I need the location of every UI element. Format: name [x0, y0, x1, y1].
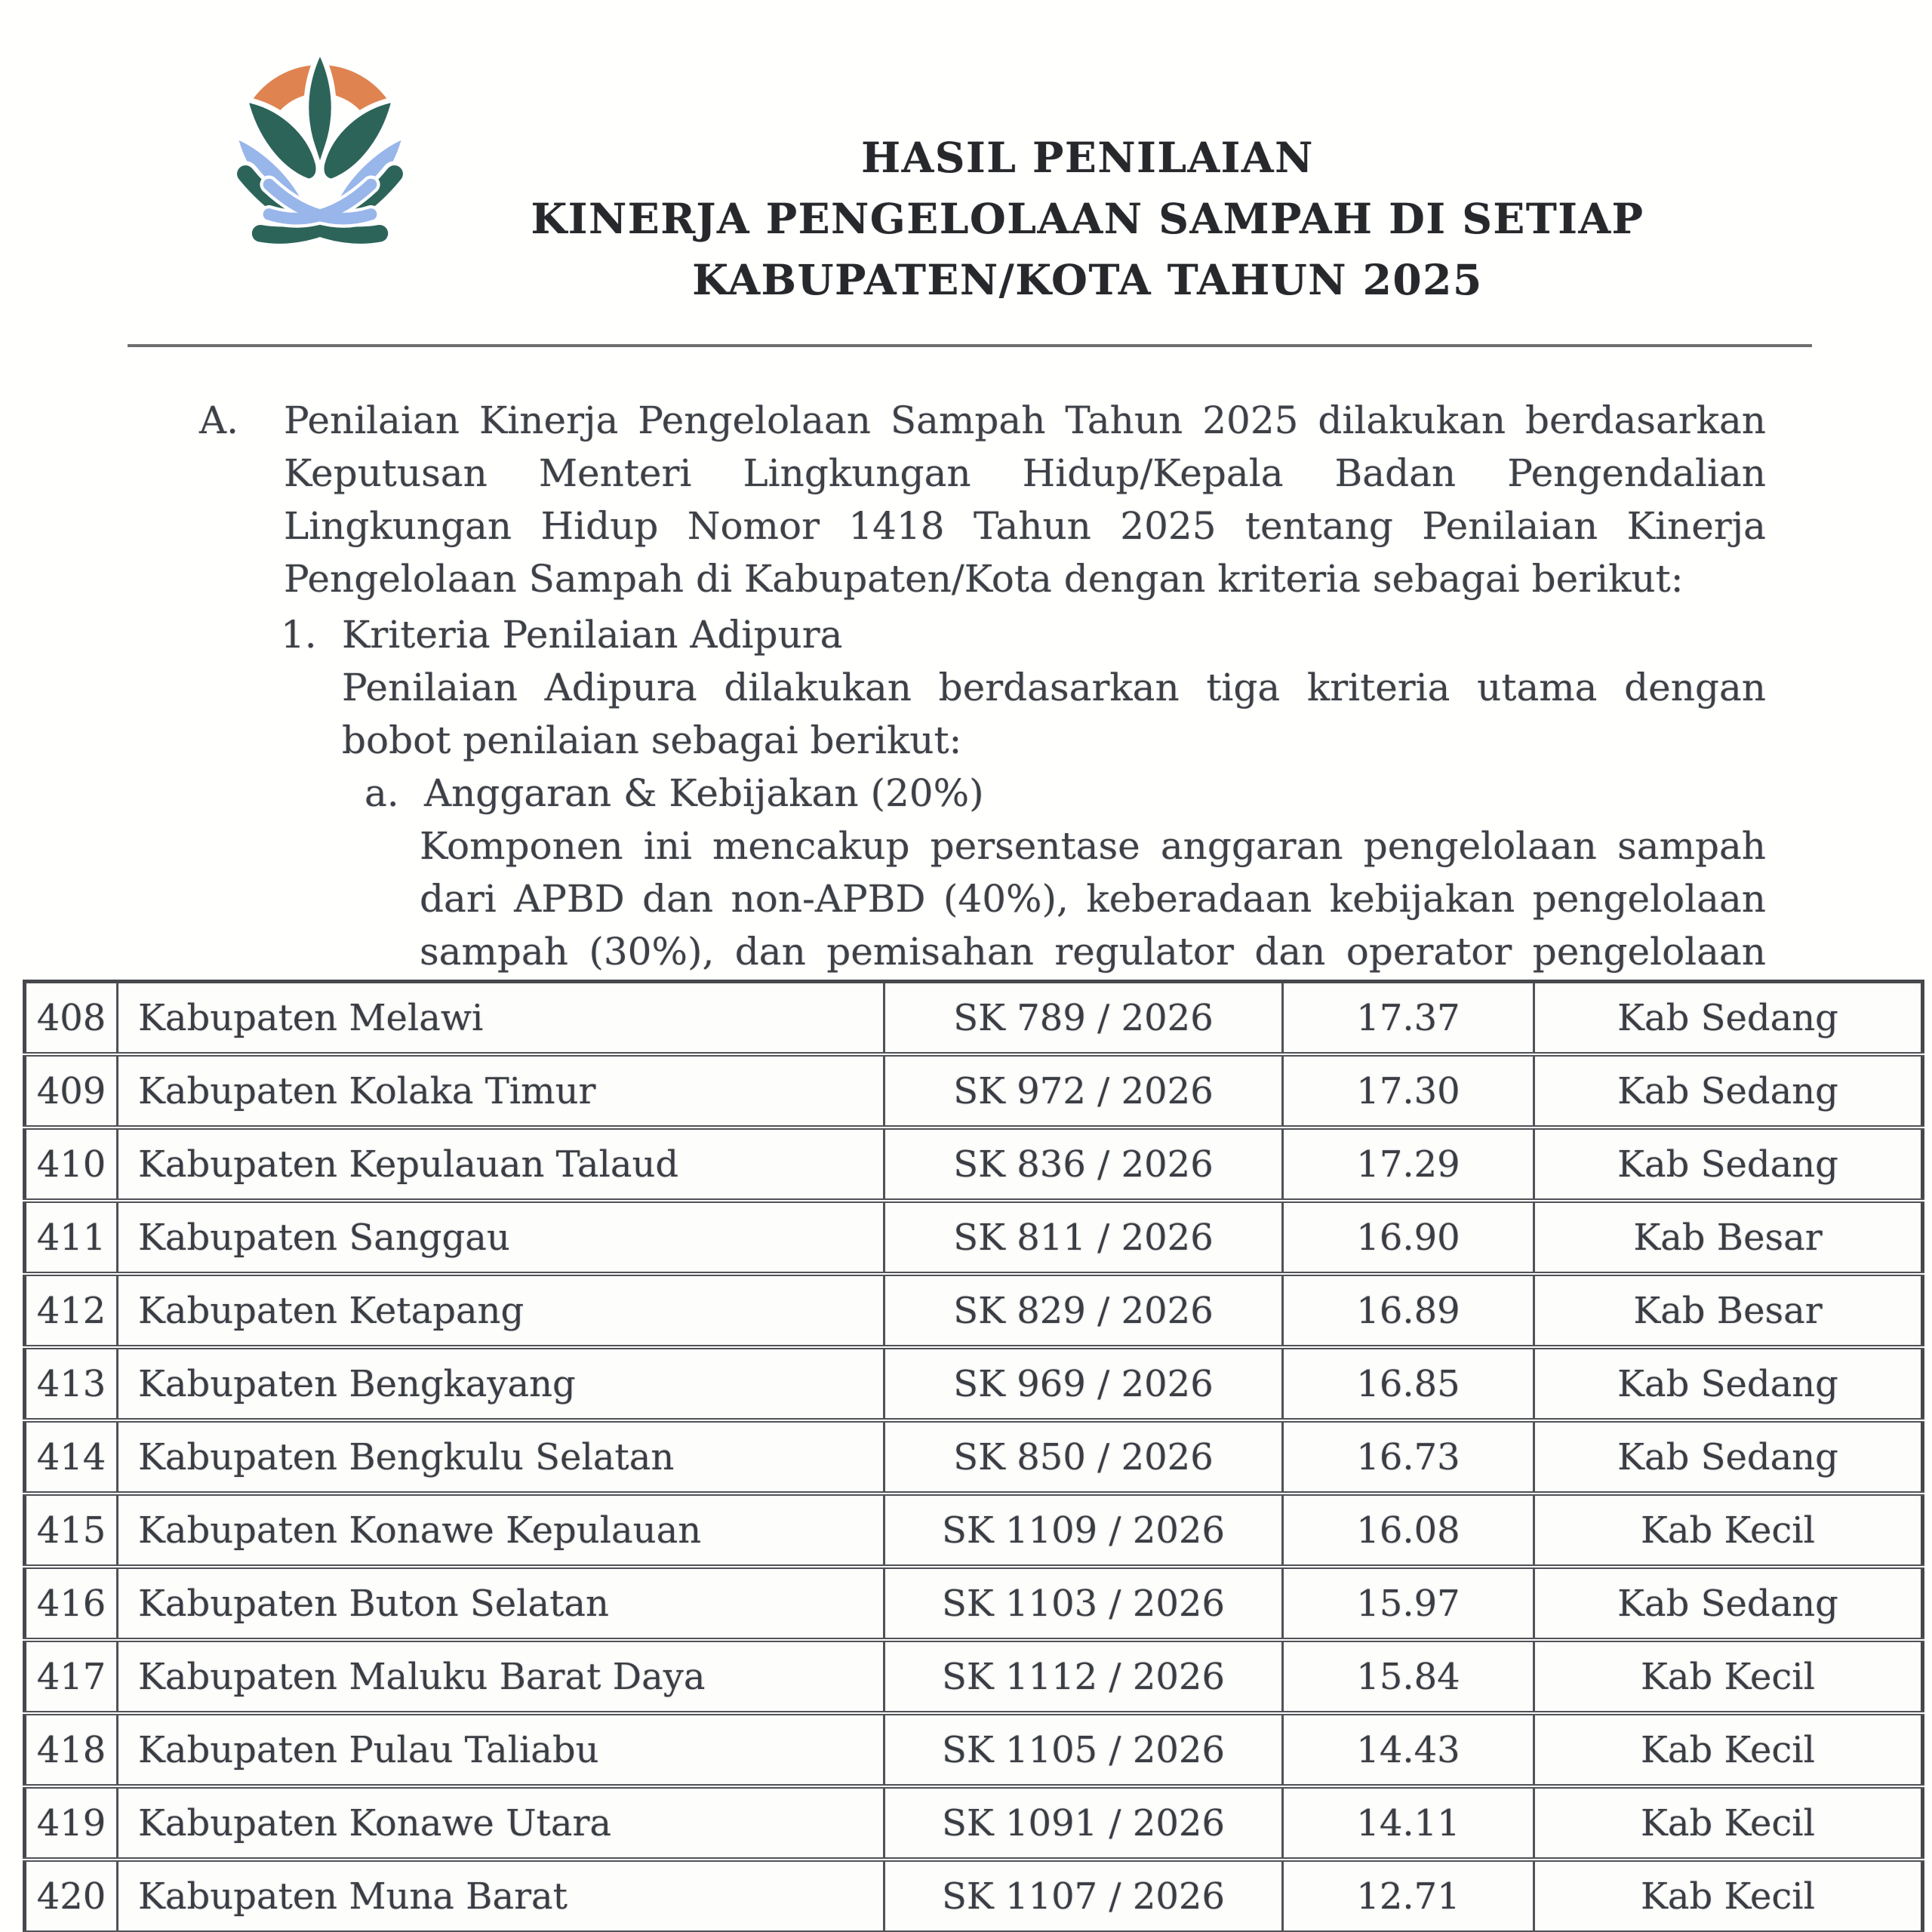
cell-rank: 417 [25, 1640, 118, 1713]
cell-rank: 416 [25, 1567, 118, 1640]
table-row [25, 1128, 1923, 1201]
cell-category: Kab Sedang [1534, 1054, 1923, 1128]
cell-region: Kabupaten Kepulauan Talaud [118, 1128, 884, 1201]
table-row [25, 1860, 1923, 1932]
cell-region: Kabupaten Buton Selatan [118, 1567, 884, 1640]
cell-region: Kabupaten Maluku Barat Daya [118, 1640, 884, 1713]
table-row [25, 1567, 1923, 1640]
paragraph-line: dari APBD dan non-APBD (40%), keberadaan kebijakan pengelolaan [420, 877, 1766, 921]
table-row [25, 1640, 1923, 1713]
table-row [25, 1420, 1923, 1494]
cell-region: Kabupaten Konawe Kepulauan [118, 1494, 884, 1567]
cell-rank: 419 [25, 1786, 118, 1860]
cell-region: Kabupaten Pulau Taliabu [118, 1713, 884, 1786]
cell-score: 14.11 [1283, 1786, 1534, 1860]
cell-sk: SK 836 / 2026 [884, 1128, 1283, 1201]
cell-score: 14.43 [1283, 1713, 1534, 1786]
paragraph-line: sampah (30%), dan pemisahan regulator dan operator pengelolaan [420, 930, 1766, 974]
cell-sk: SK 1112 / 2026 [884, 1640, 1283, 1713]
cell-score: 12.71 [1283, 1860, 1534, 1932]
paragraph-line: Keputusan Menteri Lingkungan Hidup/Kepala Badan Pengendalian [284, 451, 1766, 495]
cell-category: Kab Sedang [1534, 1567, 1923, 1640]
cell-score: 15.97 [1283, 1567, 1534, 1640]
cell-sk: SK 1103 / 2026 [884, 1567, 1283, 1640]
cell-category: Kab Sedang [1534, 1347, 1923, 1420]
cell-rank: 410 [25, 1128, 118, 1201]
cell-sk: SK 1091 / 2026 [884, 1786, 1283, 1860]
cell-region: Kabupaten Konawe Utara [118, 1786, 884, 1860]
cell-rank: 409 [25, 1054, 118, 1128]
cell-sk: SK 811 / 2026 [884, 1201, 1283, 1274]
cell-sk: SK 1109 / 2026 [884, 1494, 1283, 1567]
cell-region: Kabupaten Ketapang [118, 1274, 884, 1347]
cell-category: Kab Kecil [1534, 1494, 1923, 1567]
cell-sk: SK 850 / 2026 [884, 1420, 1283, 1494]
paragraph-line: Komponen ini mencakup persentase anggaran pengelolaan sampah [420, 824, 1766, 868]
cell-rank: 420 [25, 1860, 118, 1932]
cell-rank: 408 [25, 982, 118, 1055]
cell-score: 16.73 [1283, 1420, 1534, 1494]
cell-score: 16.85 [1283, 1347, 1534, 1420]
document-title [461, 127, 1714, 310]
lotus-icon [210, 38, 430, 272]
cell-region: Kabupaten Muna Barat [118, 1860, 884, 1932]
cell-region: Kabupaten Melawi [118, 982, 884, 1055]
cell-sk: SK 1105 / 2026 [884, 1713, 1283, 1786]
cell-category: Kab Sedang [1534, 1128, 1923, 1201]
cell-rank: 411 [25, 1201, 118, 1274]
cell-region: Kabupaten Bengkayang [118, 1347, 884, 1420]
cell-score: 17.37 [1283, 982, 1534, 1055]
section-a-label: A. [199, 398, 239, 442]
cell-category: Kab Kecil [1534, 1860, 1923, 1932]
cell-sk: SK 969 / 2026 [884, 1347, 1283, 1420]
table-row [25, 1274, 1923, 1347]
paragraph-line: bobot penilaian sebagai berikut: [342, 718, 962, 762]
paragraph-line: Penilaian Adipura dilakukan berdasarkan tiga kriteria utama dengan [342, 666, 1766, 709]
item-a-paragraph [420, 820, 1766, 978]
table-row [25, 1494, 1923, 1567]
cell-sk: SK 972 / 2026 [884, 1054, 1283, 1128]
cell-sk: SK 829 / 2026 [884, 1274, 1283, 1347]
cell-sk: SK 789 / 2026 [884, 982, 1283, 1055]
cell-region: Kabupaten Kolaka Timur [118, 1054, 884, 1128]
cell-category: Kab Kecil [1534, 1640, 1923, 1713]
item-1-paragraph [342, 661, 1766, 767]
header-divider [128, 344, 1812, 347]
item-1-label: 1. [281, 613, 317, 657]
ranking-table [23, 980, 1924, 1932]
cell-score: 15.84 [1283, 1640, 1534, 1713]
item-a-label: a. [365, 771, 399, 815]
title-line-1: HASIL PENILAIAN [861, 133, 1314, 182]
cell-rank: 414 [25, 1420, 118, 1494]
cell-rank: 418 [25, 1713, 118, 1786]
cell-score: 16.08 [1283, 1494, 1534, 1567]
cell-score: 16.90 [1283, 1201, 1534, 1274]
section-a-paragraph [284, 394, 1766, 605]
paragraph-line: Pengelolaan Sampah di Kabupaten/Kota dengan kriteria sebagai berikut: [284, 557, 1684, 601]
cell-category: Kab Besar [1534, 1274, 1923, 1347]
table-row [25, 1201, 1923, 1274]
cell-score: 17.30 [1283, 1054, 1534, 1128]
table-row [25, 1713, 1923, 1786]
cell-score: 16.89 [1283, 1274, 1534, 1347]
table-row [25, 982, 1923, 1055]
title-line-2: KINERJA PENGELOLAAN SAMPAH DI SETIAP [531, 194, 1644, 243]
cell-sk: SK 1107 / 2026 [884, 1860, 1283, 1932]
paragraph-line: Penilaian Kinerja Pengelolaan Sampah Tahun 2025 dilakukan berdasarkan [284, 398, 1766, 442]
cell-region: Kabupaten Sanggau [118, 1201, 884, 1274]
cell-rank: 415 [25, 1494, 118, 1567]
ministry-lotus-logo [210, 38, 430, 272]
cell-category: Kab Sedang [1534, 982, 1923, 1055]
cell-category: Kab Sedang [1534, 1420, 1923, 1494]
item-1-heading: Kriteria Penilaian Adipura [342, 613, 843, 657]
cell-category: Kab Besar [1534, 1201, 1923, 1274]
cell-rank: 413 [25, 1347, 118, 1420]
cell-region: Kabupaten Bengkulu Selatan [118, 1420, 884, 1494]
cell-category: Kab Kecil [1534, 1786, 1923, 1860]
table-row [25, 1786, 1923, 1860]
paragraph-line: Lingkungan Hidup Nomor 1418 Tahun 2025 tentang Penilaian Kinerja [284, 504, 1766, 548]
item-a-heading: Anggaran & Kebijakan (20%) [424, 771, 984, 815]
table-row [25, 1347, 1923, 1420]
cell-score: 17.29 [1283, 1128, 1534, 1201]
cell-rank: 412 [25, 1274, 118, 1347]
table-row [25, 1054, 1923, 1128]
title-line-3: KABUPATEN/KOTA TAHUN 2025 [692, 255, 1483, 304]
cell-category: Kab Kecil [1534, 1713, 1923, 1786]
